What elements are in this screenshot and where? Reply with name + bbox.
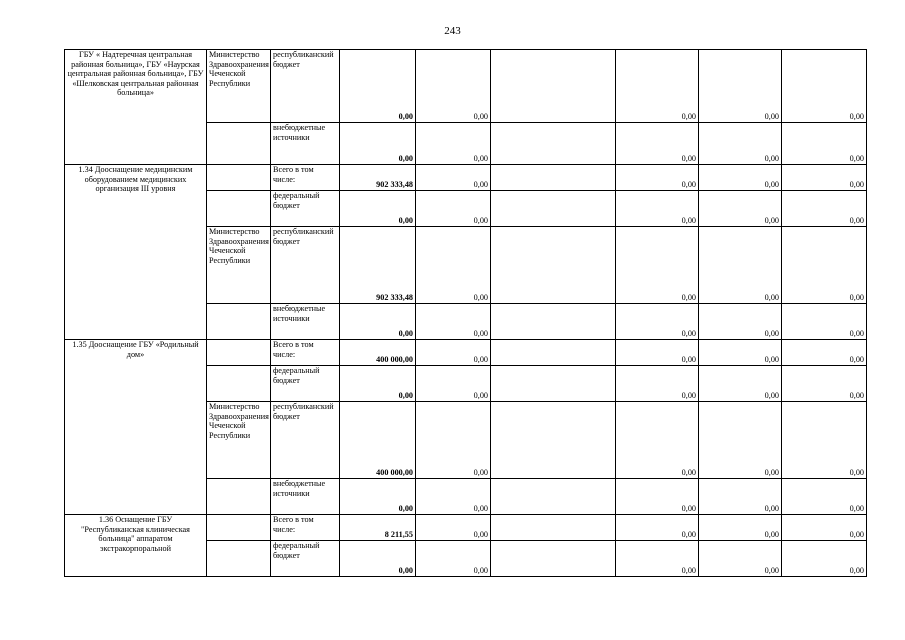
amount-cell	[491, 479, 616, 515]
activity-description: 1.34 Дооснащение медицинским оборудованием медицинских организация III уровня	[65, 165, 207, 340]
amount-cell: 0,00	[416, 123, 491, 165]
total-amount-cell: 902 333,48	[340, 165, 416, 191]
amount-cell: 0,00	[699, 50, 782, 123]
funding-source-cell: Всего в том числе:	[271, 515, 340, 541]
funding-source-cell: внебюджетные источники	[271, 479, 340, 515]
funding-source-cell: республиканский бюджет	[271, 50, 340, 123]
amount-cell: 0,00	[782, 304, 867, 340]
funding-source-cell: федеральный бюджет	[271, 541, 340, 577]
amount-cell: 0,00	[616, 191, 699, 227]
activity-description: 1.36 Оснащение ГБУ "Республиканская клиническая больница" аппаратом экстракорпоральной	[65, 515, 207, 577]
amount-cell: 0,00	[699, 304, 782, 340]
funding-source-cell: республиканский бюджет	[271, 402, 340, 479]
total-amount-cell: 0,00	[340, 366, 416, 402]
amount-cell: 0,00	[782, 123, 867, 165]
executor-cell: Министерство Здравоохранения Чеченской Республики	[207, 402, 271, 479]
amount-cell	[491, 402, 616, 479]
amount-cell: 0,00	[616, 479, 699, 515]
amount-cell: 0,00	[699, 479, 782, 515]
total-amount-cell: 400 000,00	[340, 402, 416, 479]
amount-cell: 0,00	[699, 165, 782, 191]
amount-cell	[491, 191, 616, 227]
amount-cell: 0,00	[782, 402, 867, 479]
amount-cell: 0,00	[699, 402, 782, 479]
funding-source-cell: федеральный бюджет	[271, 366, 340, 402]
amount-cell: 0,00	[699, 541, 782, 577]
amount-cell: 0,00	[416, 402, 491, 479]
amount-cell: 0,00	[616, 402, 699, 479]
amount-cell: 0,00	[782, 191, 867, 227]
amount-cell: 0,00	[416, 227, 491, 304]
executor-cell	[207, 304, 271, 340]
funding-source-cell: федеральный бюджет	[271, 191, 340, 227]
table-row	[65, 50, 867, 123]
funding-source-cell: Всего в том числе:	[271, 165, 340, 191]
table-row	[65, 340, 867, 366]
amount-cell: 0,00	[616, 304, 699, 340]
funding-source-cell: Всего в том числе:	[271, 340, 340, 366]
amount-cell: 0,00	[616, 50, 699, 123]
amount-cell: 0,00	[616, 123, 699, 165]
table-row	[65, 165, 867, 191]
amount-cell	[491, 340, 616, 366]
amount-cell	[491, 515, 616, 541]
amount-cell: 0,00	[699, 340, 782, 366]
funding-source-cell: внебюджетные источники	[271, 304, 340, 340]
amount-cell: 0,00	[616, 165, 699, 191]
executor-cell	[207, 191, 271, 227]
amount-cell: 0,00	[699, 515, 782, 541]
table-row	[65, 515, 867, 541]
budget-table	[64, 49, 867, 577]
amount-cell: 0,00	[416, 515, 491, 541]
amount-cell: 0,00	[416, 304, 491, 340]
amount-cell: 0,00	[699, 366, 782, 402]
amount-cell: 0,00	[616, 340, 699, 366]
executor-cell	[207, 366, 271, 402]
total-amount-cell: 0,00	[340, 304, 416, 340]
executor-cell	[207, 515, 271, 541]
amount-cell	[491, 50, 616, 123]
amount-cell: 0,00	[782, 366, 867, 402]
amount-cell: 0,00	[416, 340, 491, 366]
executor-cell	[207, 165, 271, 191]
total-amount-cell: 902 333,48	[340, 227, 416, 304]
amount-cell: 0,00	[782, 541, 867, 577]
total-amount-cell: 0,00	[340, 123, 416, 165]
amount-cell	[491, 366, 616, 402]
total-amount-cell: 0,00	[340, 50, 416, 123]
amount-cell: 0,00	[699, 191, 782, 227]
executor-cell	[207, 123, 271, 165]
amount-cell: 0,00	[782, 227, 867, 304]
amount-cell: 0,00	[616, 366, 699, 402]
amount-cell: 0,00	[782, 515, 867, 541]
amount-cell: 0,00	[416, 366, 491, 402]
activity-description: ГБУ « Надтеречная центральная районная больница», ГБУ «Наурская центральная районная больница», ГБУ «Шелковская центральная районная больница»	[65, 50, 207, 165]
amount-cell: 0,00	[782, 165, 867, 191]
activity-description: 1.35 Дооснащение ГБУ «Родильный дом»	[65, 340, 207, 515]
amount-cell	[491, 123, 616, 165]
amount-cell	[491, 541, 616, 577]
page-number: 243	[444, 25, 461, 37]
amount-cell: 0,00	[416, 541, 491, 577]
amount-cell: 0,00	[782, 340, 867, 366]
amount-cell: 0,00	[699, 123, 782, 165]
amount-cell	[491, 227, 616, 304]
amount-cell	[491, 165, 616, 191]
funding-source-cell: республиканский бюджет	[271, 227, 340, 304]
executor-cell: Министерство Здравоохранения Чеченской Республики	[207, 227, 271, 304]
funding-source-cell: внебюджетные источники	[271, 123, 340, 165]
amount-cell	[491, 304, 616, 340]
executor-cell: Министерство Здравоохранения Чеченской Республики	[207, 50, 271, 123]
total-amount-cell: 8 211,55	[340, 515, 416, 541]
total-amount-cell: 400 000,00	[340, 340, 416, 366]
executor-cell	[207, 340, 271, 366]
amount-cell: 0,00	[616, 227, 699, 304]
amount-cell: 0,00	[416, 191, 491, 227]
amount-cell: 0,00	[416, 50, 491, 123]
amount-cell: 0,00	[416, 165, 491, 191]
amount-cell: 0,00	[782, 479, 867, 515]
total-amount-cell: 0,00	[340, 541, 416, 577]
amount-cell: 0,00	[782, 50, 867, 123]
amount-cell: 0,00	[416, 479, 491, 515]
amount-cell: 0,00	[616, 541, 699, 577]
amount-cell: 0,00	[699, 227, 782, 304]
executor-cell	[207, 541, 271, 577]
amount-cell: 0,00	[616, 515, 699, 541]
executor-cell	[207, 479, 271, 515]
total-amount-cell: 0,00	[340, 479, 416, 515]
total-amount-cell: 0,00	[340, 191, 416, 227]
